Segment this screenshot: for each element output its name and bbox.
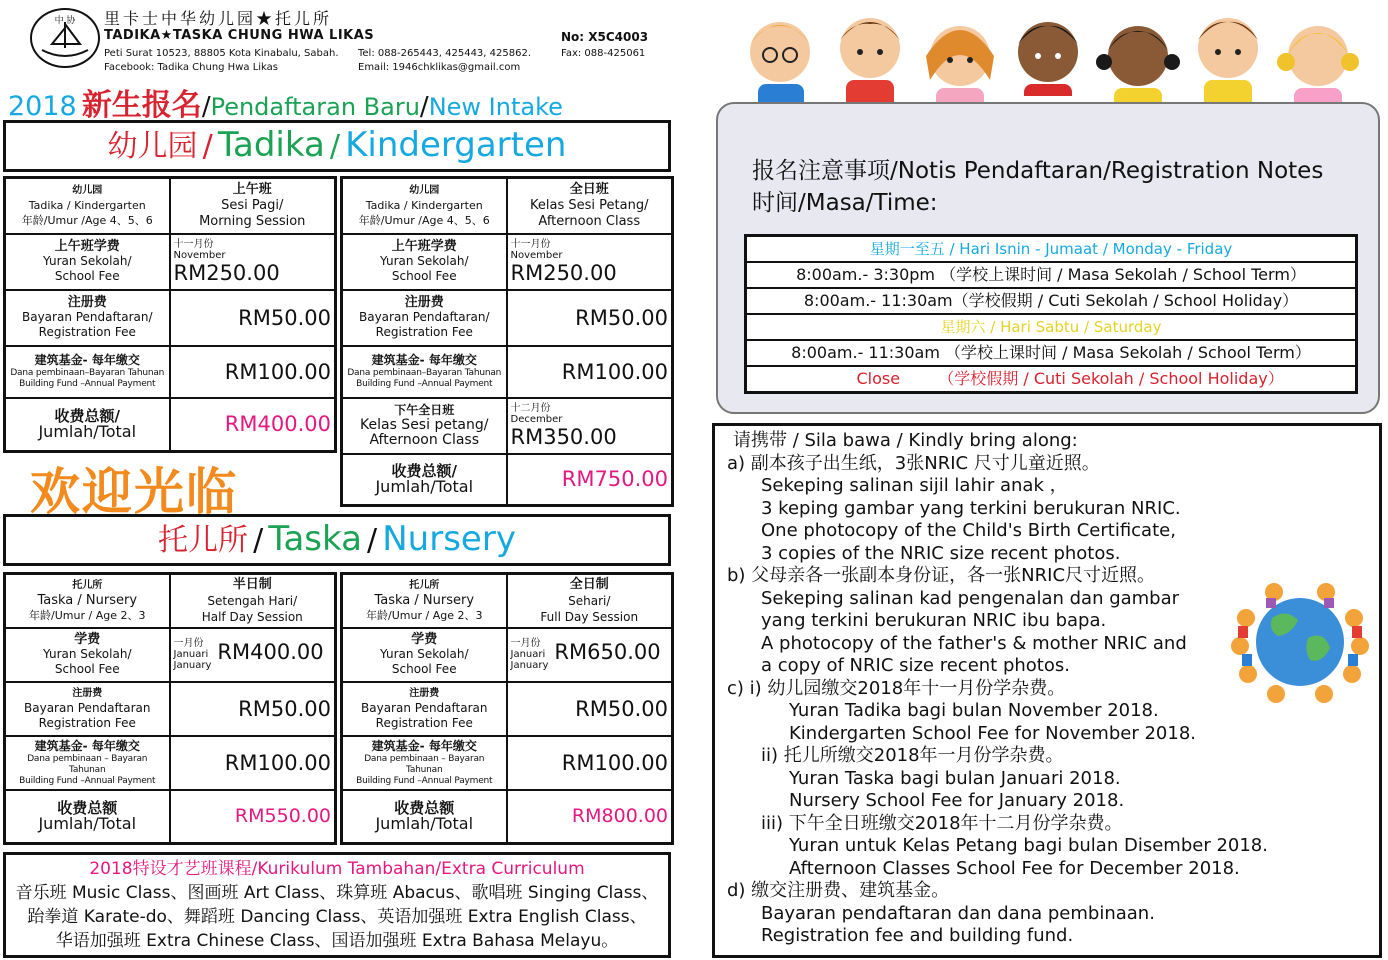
reg-number: No: X5C4003 <box>561 30 649 44</box>
note-d-line: Registration fee and building fund. <box>761 925 1074 946</box>
nursery-heading <box>3 514 671 566</box>
welcome-text: 欢迎光临 <box>30 462 238 521</box>
table-header-cell: 托儿所 Taska / Nursery 年龄/Umur / Age 2、3 <box>342 574 507 628</box>
saturday-header: 星期六 / Hari Sabtu / Saturday <box>747 315 1355 341</box>
session-header-cell: 全日班 Kelas Sesi Petang/ Afternoon Class <box>507 178 673 234</box>
schedule-close-row <box>747 367 1355 391</box>
intake-title <box>8 80 563 124</box>
nursery-full-day-table <box>340 572 674 845</box>
heading-sep: / <box>253 523 264 558</box>
intake-zh: 新生报名 <box>81 88 202 123</box>
intake-en: New Intake <box>428 93 563 121</box>
logo-text: 中 协 <box>54 16 76 26</box>
kindergarten-ms: Tadika <box>217 125 325 165</box>
fee-label-cell: 学费 Yuran Sekolah/ School Fee <box>5 628 170 682</box>
table-header-cell: 幼儿园 Tadika / Kindergarten 年龄/Umur /Age 4、5、6 <box>5 178 170 234</box>
intake-year: 2018 <box>8 91 77 122</box>
note-a-line: 3 keping gambar yang terkini berukuran NRIC. <box>761 497 1181 519</box>
note-c-line: iii) 下午全日班缴交2018年十二月份学杂费。 <box>761 812 1123 834</box>
close-note: （学校假期 / Cuti Sekolah / School Holiday） <box>938 369 1284 388</box>
schedule-row: 8:00am.- 3:30pm （学校上课时间 / Masa Sekolah / School Term） <box>747 263 1355 289</box>
school-fax: Fax: 088-425061 <box>561 48 646 59</box>
note-a-line: 3 copies of the NRIC size recent photos. <box>761 542 1121 564</box>
registration-notes-title: 报名注意事项/Notis Pendaftaran/Registration Notes <box>752 158 1324 184</box>
fee-label-cell: 上午班学费 Yuran Sekolah/ School Fee <box>342 234 507 290</box>
weekday-header: 星期一至五 / Hari Isnin - Jumaat / Monday - Friday <box>747 237 1355 263</box>
schedule-row: 8:00am.- 11:30am（学校假期 / Cuti Sekolah / School Holiday） <box>747 289 1355 315</box>
reg-amount-cell: RM50.00 <box>170 682 336 736</box>
note-c-line: c) i) 幼儿园缴交2018年十一月份学杂费。 <box>727 677 1066 699</box>
schedule-table <box>744 234 1358 394</box>
table-header-cell: 托儿所 Taska / Nursery 年龄/Umur / Age 2、3 <box>5 574 170 628</box>
build-amount-cell: RM100.00 <box>507 346 673 398</box>
registration-notes-card <box>716 102 1380 414</box>
reg-amount-cell: RM50.00 <box>507 682 673 736</box>
note-c-line: ii) 托儿所缴交2018年一月份学杂费。 <box>761 745 1064 766</box>
kindergarten-afternoon-table <box>340 176 674 507</box>
kindergarten-en: Kindergarten <box>345 125 567 165</box>
school-address: Peti Surat 10523, 88805 Kota Kinabalu, Sabah. <box>104 48 339 59</box>
build-label-cell: 建筑基金- 每年缴交 Dana pembinaan–Bayaran Tahunan Building Fund –Annual Payment <box>342 346 507 398</box>
pm-class-amount-cell: 十二月份 DecemberRM350.00 <box>507 398 673 454</box>
pm-class-label-cell: 下午全日班 Kelas Sesi petang/ Afternoon Class <box>342 398 507 454</box>
heading-sep: / <box>329 129 340 164</box>
total-label-cell: 收费总额 Jumlah/Total <box>5 790 170 844</box>
fee-amount-cell: 十一月份 NovemberRM250.00 <box>170 234 336 290</box>
total-label-cell: 收费总额 Jumlah/Total <box>342 790 507 844</box>
total-amount-cell: RM800.00 <box>507 790 673 844</box>
note-c-line: Yuran untuk Kelas Petang bagi bulan Disember 2018. <box>789 835 1268 856</box>
note-d-line: d) 缴交注册费、建筑基金。 <box>727 880 950 901</box>
school-tel: Tel: 088-265443, 425443, 425862. <box>358 48 531 59</box>
intake-ms: Pendaftaran Baru <box>210 93 420 121</box>
reg-label-cell: 注册费 Bayaran Pendaftaran Registration Fee <box>342 682 507 736</box>
note-c-line: Nursery School Fee for January 2018. <box>789 790 1125 811</box>
fee-label-cell: 上午班学费 Yuran Sekolah/ School Fee <box>5 234 170 290</box>
total-amount-cell: RM550.00 <box>170 790 336 844</box>
reg-label-cell: 注册费 Bayaran Pendaftaran Registration Fee <box>5 682 170 736</box>
note-b-line: Sekeping salinan kad pengenalan dan gambar <box>761 587 1180 609</box>
school-email: Email: 1946chklikas@gmail.com <box>358 62 521 73</box>
note-c-line: Afternoon Classes School Fee for December 2018. <box>789 857 1240 879</box>
kindergarten-morning-table <box>3 176 337 453</box>
time-label: 时间/Masa/Time: <box>752 190 938 216</box>
nursery-ms: Taska <box>268 519 362 559</box>
session-header-cell: 半日制 Setengah Hari/ Half Day Session <box>170 574 336 628</box>
globe-children-icon <box>1226 578 1374 706</box>
note-b-line: a copy of NRIC size recent photos. <box>761 655 1070 676</box>
nursery-half-day-table <box>3 572 337 845</box>
note-c-line: Yuran Taska bagi bulan Januari 2018. <box>789 767 1121 789</box>
fee-amount-cell: 一月份 Januari JanuaryRM400.00 <box>170 628 336 682</box>
intake-sep: / <box>201 92 211 122</box>
note-a-line: a) 副本孩子出生纸，3张NRIC 尺寸儿童近照。 <box>727 452 1100 474</box>
kindergarten-heading <box>3 120 671 172</box>
fee-label-cell: 学费 Yuran Sekolah/ School Fee <box>342 628 507 682</box>
reg-label-cell: 注册费 Bayaran Pendaftaran/ Registration Fee <box>5 290 170 346</box>
bring-along-title: 请携带 / Sila bawa / Kindly bring along: <box>733 430 1078 451</box>
school-facebook: Facebook: Tadika Chung Hwa Likas <box>104 62 278 73</box>
heading-sep: / <box>202 129 213 164</box>
reg-amount-cell: RM50.00 <box>507 290 673 346</box>
reg-amount-cell: RM50.00 <box>170 290 336 346</box>
build-label-cell: 建筑基金- 每年缴交 Dana pembinaan – Bayaran Tahunan Building Fund –Annual Payment <box>5 736 170 790</box>
table-header-cell: 幼儿园 Tadika / Kindergarten 年龄/Umur /Age 4、5、6 <box>342 178 507 234</box>
school-logo <box>30 8 100 68</box>
intake-sep: / <box>419 92 429 122</box>
extra-curriculum-line: 华语加强班 Extra Chinese Class、国语加强班 Extra Bahasa Melayu。 <box>55 931 619 951</box>
close-label: Close <box>856 369 901 388</box>
note-b-line: A photocopy of the father's & mother NRIC and <box>761 632 1187 654</box>
build-label-cell: 建筑基金- 每年缴交 Dana pembinaan–Bayaran Tahunan Building Fund –Annual Payment <box>5 346 170 398</box>
fee-amount-cell: 一月份 Januari JanuaryRM650.00 <box>507 628 673 682</box>
total-label-cell: 收费总额/ Jumlah/Total <box>5 398 170 452</box>
nursery-en: Nursery <box>382 519 516 559</box>
school-name-en: TADIKA★TASKA CHUNG HWA LIKAS <box>104 28 375 43</box>
schedule-row: 8:00am.- 11:30am （学校上课时间 / Masa Sekolah / School Term） <box>747 341 1355 367</box>
note-a-line: One photocopy of the Child's Birth Certificate, <box>761 520 1176 541</box>
total-label-cell: 收费总额/ Jumlah/Total <box>342 454 507 506</box>
build-amount-cell: RM100.00 <box>170 346 336 398</box>
nursery-zh: 托儿所 <box>158 523 249 558</box>
total-amount-cell: RM400.00 <box>170 398 336 452</box>
extra-curriculum-line: 音乐班 Music Class、图画班 Art Class、珠算班 Abacus、歌唱班 Singing Class、 <box>15 883 659 903</box>
note-c-line: Kindergarten School Fee for November 2018. <box>789 722 1196 744</box>
note-b-line: b) 父母亲各一张副本身份证，各一张NRIC尺寸近照。 <box>727 565 1156 586</box>
note-c-line: Yuran Tadika bagi bulan November 2018. <box>789 700 1159 721</box>
session-header-cell: 上午班 Sesi Pagi/ Morning Session <box>170 178 336 234</box>
build-label-cell: 建筑基金- 每年缴交 Dana pembinaan – Bayaran Tahunan Building Fund –Annual Payment <box>342 736 507 790</box>
kindergarten-zh: 幼儿园 <box>107 129 198 164</box>
build-amount-cell: RM100.00 <box>170 736 336 790</box>
school-name-zh: 里卡士中华幼儿园★托儿所 <box>104 9 333 28</box>
fee-amount-cell: 十一月份 NovemberRM250.00 <box>507 234 673 290</box>
extra-curriculum-box <box>3 852 671 958</box>
build-amount-cell: RM100.00 <box>507 736 673 790</box>
extra-curriculum-line: 跆拳道 Karate-do、舞蹈班 Dancing Class、英语加强班 Extra English Class、 <box>27 907 647 927</box>
note-b-line: yang terkini berukuran NRIC ibu bapa. <box>761 610 1107 631</box>
session-header-cell: 全日制 Sehari/ Full Day Session <box>507 574 673 628</box>
reg-label-cell: 注册费 Bayaran Pendaftaran/ Registration Fee <box>342 290 507 346</box>
heading-sep: / <box>367 523 378 558</box>
extra-curriculum-title: 2018特设才艺班课程/Kurikulum Tambahan/Extra Curriculum <box>89 859 585 879</box>
note-d-line: Bayaran pendaftaran dan dana pembinaan. <box>761 902 1155 924</box>
note-a-line: Sekeping salinan sijil lahir anak ， <box>761 475 1068 496</box>
total-amount-cell: RM750.00 <box>507 454 673 506</box>
